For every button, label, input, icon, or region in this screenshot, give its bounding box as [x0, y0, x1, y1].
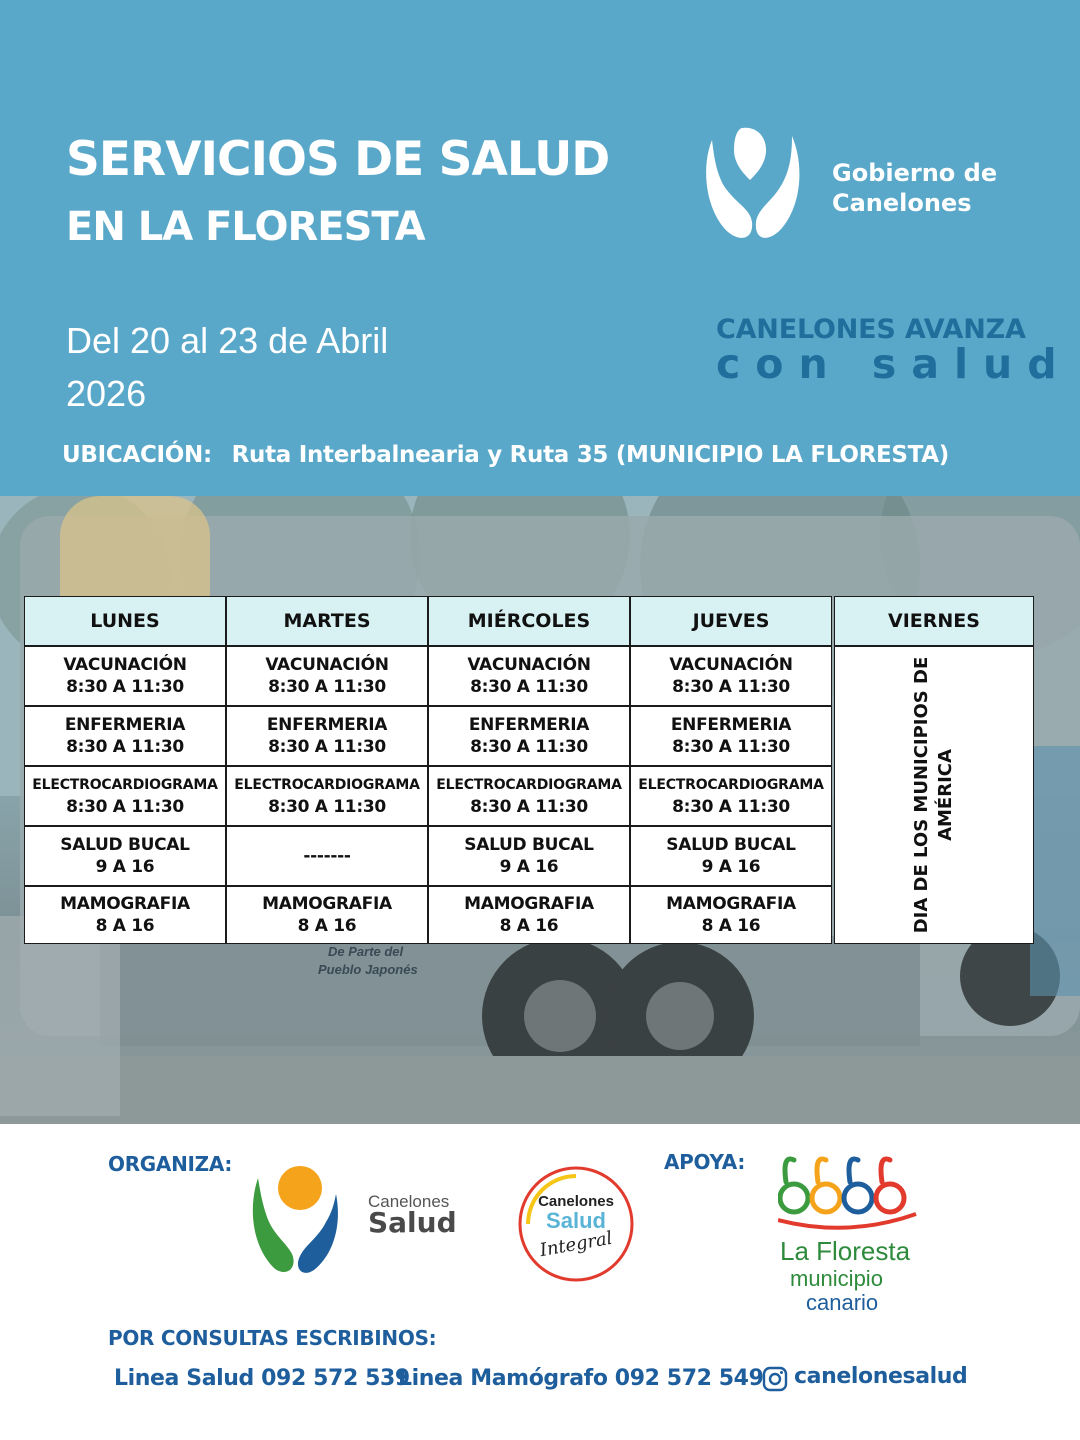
service-name: MAMOGRAFIA — [464, 894, 594, 914]
service-time: 8:30 A 11:30 — [268, 737, 386, 757]
schedule-cell — [428, 886, 630, 944]
service-name: ENFERMERIA — [670, 715, 792, 735]
service-name: VACUNACIÓN — [63, 655, 187, 675]
bus-text-line2: Pueblo Japonés — [318, 962, 418, 977]
day-header-miercoles: MIÉRCOLES — [428, 596, 630, 646]
friday-merged-cell — [834, 646, 1034, 944]
schedule-cell — [24, 886, 226, 944]
service-name: ELECTROCARDIOGRAMA — [638, 777, 824, 793]
service-time: 8 A 16 — [95, 916, 155, 936]
schedule-cell — [428, 646, 630, 706]
day-header-viernes: VIERNES — [834, 596, 1034, 646]
service-name: ENFERMERIA — [64, 715, 186, 735]
instagram-icon — [762, 1366, 788, 1392]
instagram-handle-link[interactable]: canelonesalud — [794, 1364, 968, 1389]
schedule-cell — [24, 766, 226, 826]
friday-note: DIA DE LOS MUNICIPIOS DE AMÉRICA — [911, 656, 956, 934]
gov-name-line1: Gobierno de — [832, 159, 998, 187]
schedule-cell — [630, 826, 832, 886]
service-time: 8:30 A 11:30 — [268, 797, 386, 817]
day-header-lunes: LUNES — [24, 596, 226, 646]
dates-line: Del 20 al 23 de Abril — [66, 320, 389, 361]
gobierno-canelones-logo-icon — [698, 124, 806, 242]
location-label: UBICACIÓN: — [62, 442, 212, 468]
service-time: 9 A 16 — [499, 857, 559, 877]
service-time: 9 A 16 — [701, 857, 761, 877]
service-time: 8:30 A 11:30 — [470, 797, 588, 817]
service-time: 8:30 A 11:30 — [66, 737, 184, 757]
schedule-cell — [226, 706, 428, 766]
schedule-cell — [226, 886, 428, 944]
service-time: 8 A 16 — [701, 916, 761, 936]
service-name: SALUD BUCAL — [60, 835, 190, 855]
service-time: 9 A 16 — [95, 857, 155, 877]
linea-salud-link[interactable]: Linea Salud 092 572 539 — [114, 1366, 410, 1391]
service-time: 8:30 A 11:30 — [672, 737, 790, 757]
schedule-cell — [630, 706, 832, 766]
schedule-cell — [226, 766, 428, 826]
schedule-cell — [630, 886, 832, 944]
day-header-jueves: JUEVES — [630, 596, 832, 646]
location — [62, 442, 949, 468]
service-name: SALUD BUCAL — [666, 835, 796, 855]
csi-line3: Integral — [538, 1227, 614, 1262]
service-name: SALUD BUCAL — [464, 835, 594, 855]
service-name: MAMOGRAFIA — [666, 894, 796, 914]
service-name: VACUNACIÓN — [669, 655, 793, 675]
schedule-cell — [24, 706, 226, 766]
slogan-line2: con salud — [716, 340, 1072, 388]
day-header-martes: MARTES — [226, 596, 428, 646]
service-time: 8:30 A 11:30 — [672, 797, 790, 817]
service-name: MAMOGRAFIA — [262, 894, 392, 914]
schedule-cell — [630, 646, 832, 706]
header-banner — [0, 0, 1080, 496]
page-subtitle: EN LA FLORESTA — [66, 204, 425, 250]
location-value: Ruta Interbalnearia y Ruta 35 (MUNICIPIO LA FLORESTA) — [231, 442, 949, 468]
service-time: 8:30 A 11:30 — [672, 677, 790, 697]
service-name: ------- — [303, 846, 351, 866]
service-time: 8:30 A 11:30 — [470, 677, 588, 697]
consultas-label: POR CONSULTAS ESCRIBINOS: — [108, 1326, 437, 1350]
schedule-cell-empty — [226, 826, 428, 886]
gov-name-line2: Canelones — [832, 189, 972, 217]
service-time: 8 A 16 — [297, 916, 357, 936]
government-name — [832, 158, 997, 218]
linea-mamografo-link[interactable]: Linea Mamógrafo 092 572 549 — [398, 1366, 764, 1391]
csi-line1: Canelones — [538, 1193, 614, 1210]
service-name: MAMOGRAFIA — [60, 894, 190, 914]
floresta-canario: canario — [806, 1290, 879, 1315]
canelones-salud-name2: Salud — [368, 1206, 457, 1239]
page-title: SERVICIOS DE SALUD — [66, 132, 610, 187]
event-dates — [66, 314, 388, 420]
floresta-name: La Floresta — [780, 1236, 911, 1266]
schedule-cell — [428, 826, 630, 886]
service-name: ENFERMERIA — [266, 715, 388, 735]
slogan-line1: CANELONES AVANZA — [716, 314, 1026, 345]
schedule-cell — [24, 646, 226, 706]
service-name: ENFERMERIA — [468, 715, 590, 735]
schedule-cell — [226, 646, 428, 706]
service-time: 8:30 A 11:30 — [268, 677, 386, 697]
bus-text-line1: De Parte del — [328, 944, 404, 959]
schedule-cell — [428, 766, 630, 826]
canelones-salud-integral-logo-icon — [516, 1164, 636, 1284]
service-time: 8 A 16 — [499, 916, 559, 936]
service-time: 8:30 A 11:30 — [470, 737, 588, 757]
service-name: VACUNACIÓN — [467, 655, 591, 675]
apoya-label: APOYA: — [664, 1150, 746, 1174]
csi-line2: Salud — [546, 1208, 606, 1233]
organiza-label: ORGANIZA: — [108, 1152, 233, 1176]
floresta-municipio: municipio — [790, 1266, 883, 1291]
schedule-cell — [24, 826, 226, 886]
year-line: 2026 — [66, 373, 147, 414]
service-name: ELECTROCARDIOGRAMA — [234, 777, 420, 793]
la-floresta-logo-icon — [778, 1154, 918, 1234]
canelones-salud-name1: Canelones — [368, 1192, 450, 1211]
service-time: 8:30 A 11:30 — [66, 677, 184, 697]
service-time: 8:30 A 11:30 — [66, 797, 184, 817]
schedule-table — [24, 596, 1034, 946]
service-name: VACUNACIÓN — [265, 655, 389, 675]
service-name: ELECTROCARDIOGRAMA — [436, 777, 622, 793]
canelones-salud-logo-icon — [246, 1164, 342, 1274]
service-name: ELECTROCARDIOGRAMA — [32, 777, 218, 793]
schedule-cell — [428, 706, 630, 766]
schedule-cell — [630, 766, 832, 826]
